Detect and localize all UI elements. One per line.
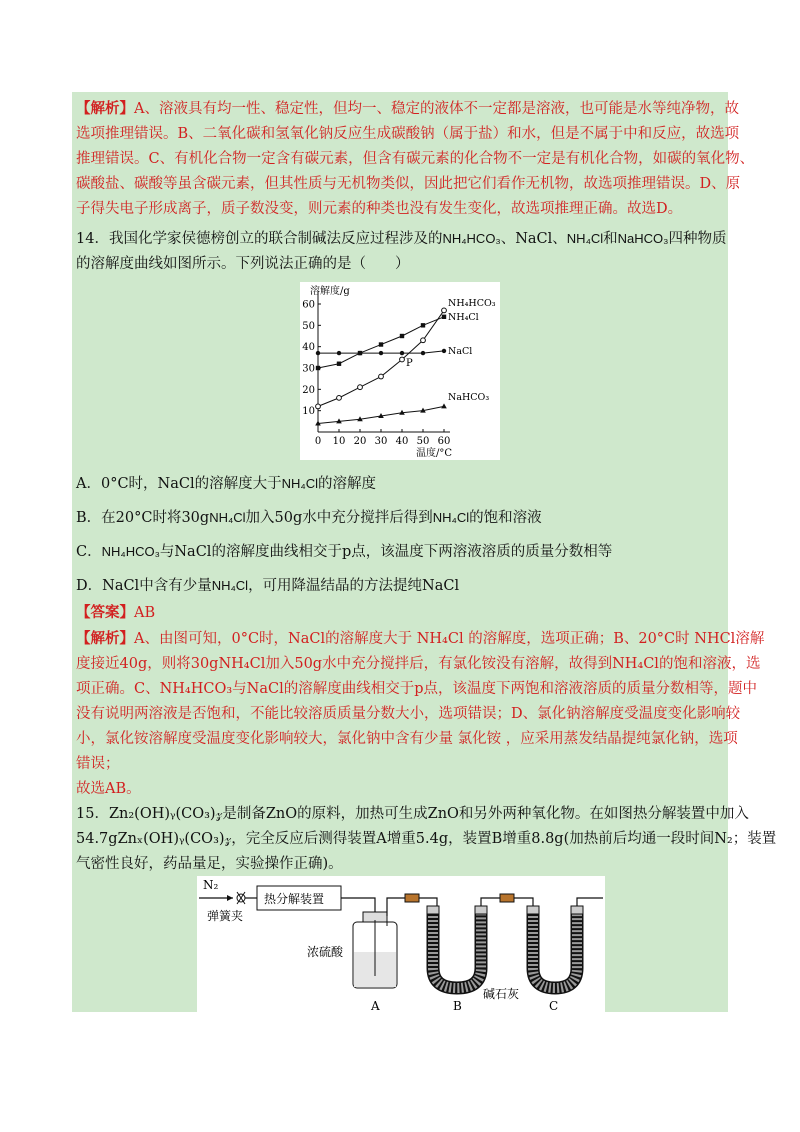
data-point bbox=[316, 366, 320, 370]
stem-text: 、NaCl、 bbox=[500, 231, 567, 247]
data-point bbox=[421, 338, 426, 343]
stem-text: 14．我国化学家侯德榜创立的联合制碱法反应过程涉及的 bbox=[76, 231, 443, 247]
analysis-line: 故选AB。 bbox=[76, 781, 141, 797]
series-label: NaHCO₃ bbox=[448, 392, 490, 403]
y-tick-label: 40 bbox=[302, 342, 315, 354]
point-label: P bbox=[406, 358, 413, 369]
analysis-line: 选项推理错误。B、二氧化碳和氢氧化钠反应生成碳酸钠（属于盐）和水，但是不属于中和反应，故选项 bbox=[76, 126, 740, 142]
analysis-line: A、溶液具有均一性、稳定性，但均一、稳定的液体不一定都是溶液，也可能是水等纯净物，故 bbox=[134, 101, 739, 117]
option-text: 的饱和溶液 bbox=[469, 510, 542, 526]
question-15-stem bbox=[76, 802, 777, 877]
chem-formula: NaHCO₃ bbox=[617, 231, 669, 246]
option-text: 与NaCl的溶解度曲线相交于p点，该温度下两溶液溶质的质量分数相等 bbox=[159, 544, 613, 560]
option-text: D．NaCl中含有少量 bbox=[76, 578, 212, 594]
data-point bbox=[400, 357, 405, 362]
heater-label: 热分解装置 bbox=[264, 892, 325, 906]
lime-label: 碱石灰 bbox=[483, 987, 520, 1001]
data-point bbox=[316, 351, 320, 355]
data-point bbox=[442, 308, 447, 313]
option-text: 的溶解度 bbox=[317, 476, 376, 492]
stem-text: 54.7gZnₓ(OH)ᵧ(CO₃)𝓏，完全反应后测得装置A增重5.4g，装置B增重8.8g(加热前后均通一段时间N₂；装置 bbox=[76, 831, 777, 847]
chem-formula: NH₄Cl bbox=[209, 510, 246, 525]
connector bbox=[405, 894, 419, 902]
option-text: B．在20°C时将30g bbox=[76, 510, 210, 526]
connector bbox=[500, 894, 514, 902]
x-tick-label: 0 bbox=[314, 436, 322, 447]
tube bbox=[577, 898, 603, 906]
option-text: 加入50g水中充分搅拌后得到 bbox=[245, 510, 433, 526]
data-point bbox=[442, 349, 446, 353]
stem-text: 四种物质 bbox=[668, 231, 727, 247]
x-axis-title: 温度/°C bbox=[416, 448, 453, 459]
y-tick-label: 60 bbox=[302, 299, 315, 311]
stem-text: 的溶解度曲线如图所示。下列说法正确的是（ ） bbox=[76, 256, 410, 272]
analysis-line: 碳酸盐、碳酸等虽含碳元素，但其性质与无机物类似，因此把它们看作无机物，故选项推理错误。D、原 bbox=[76, 176, 741, 192]
y-tick-label: 20 bbox=[302, 384, 315, 396]
stem-text: 和 bbox=[603, 231, 618, 247]
option-text: C． bbox=[76, 544, 102, 560]
acid-bottle bbox=[353, 912, 397, 988]
analysis-line: 度接近40g，则将30gNH₄Cl加入50g水中充分搅拌后，有氯化铵没有溶解，故得到NH₄Cl的饱和溶液，选 bbox=[76, 656, 761, 672]
solubility-chart bbox=[300, 282, 500, 460]
analysis-line: 项正确。C、NH₄HCO₃与NaCl的溶解度曲线相交于p点，该温度下两饱和溶液溶质的质量分数相等，题中 bbox=[76, 681, 758, 697]
stem-text: 15．Zn₂(OH)ᵧ(CO₃)𝓏是制备ZnO的原料，加热可生成ZnO和另外两种氧化物。在如图热分解装置中加入 bbox=[76, 806, 749, 822]
y-tick-label: 50 bbox=[302, 320, 315, 332]
x-tick-label: 30 bbox=[374, 436, 388, 447]
data-point bbox=[400, 334, 404, 338]
y-axis-title: 溶解度/g bbox=[310, 286, 350, 297]
data-point bbox=[421, 323, 425, 327]
data-point bbox=[358, 385, 363, 390]
option-b bbox=[76, 501, 724, 535]
data-point bbox=[379, 374, 384, 379]
data-point bbox=[400, 351, 404, 355]
x-tick-label: 60 bbox=[437, 436, 451, 447]
label-c: C bbox=[549, 999, 559, 1013]
u-tube-b bbox=[427, 906, 487, 988]
data-point bbox=[337, 351, 341, 355]
clamp-icon bbox=[237, 892, 245, 904]
question-14-stem bbox=[76, 226, 727, 277]
data-point bbox=[337, 395, 342, 400]
option-text: A．0°C时，NaCl的溶解度大于 bbox=[76, 476, 282, 492]
analysis-line: A、由图可知，0°C时，NaCl的溶解度大于 NH₄Cl 的溶解度，选项正确；B、20°C时 NHCl溶解 bbox=[134, 631, 765, 647]
analysis-line: 没有说明两溶液是否饱和，不能比较溶质质量分数大小，选项错误；D、氯化钠溶解度受温度变化影响较 bbox=[76, 706, 741, 722]
analysis-line: 小，氯化铵溶解度受温度变化影响较大，氯化钠中含有少量 氯化铵 ，应采用蒸发结晶提纯氯化钠，选项 bbox=[76, 731, 738, 747]
analysis-label: 【解析】 bbox=[76, 100, 134, 117]
option-text: ，可用降温结晶的方法提纯NaCl bbox=[248, 578, 460, 594]
chem-formula: NH₄HCO₃ bbox=[101, 544, 160, 559]
x-tick-label: 20 bbox=[353, 436, 367, 447]
x-tick-label: 50 bbox=[416, 436, 430, 447]
analysis-previous bbox=[76, 96, 755, 222]
answer-label: 【答案】 bbox=[76, 604, 134, 621]
option-a bbox=[76, 467, 724, 501]
analysis-label: 【解析】 bbox=[76, 630, 134, 647]
acid-label: 浓硫酸 bbox=[307, 945, 344, 959]
chem-formula: NH₄Cl bbox=[281, 476, 318, 491]
analysis-line: 推理错误。C、有机化合物一定含有碳元素，但含有碳元素的化合物不一定是有机化合物，如碳的氧化物、 bbox=[76, 151, 755, 167]
data-point bbox=[441, 403, 447, 408]
data-point bbox=[358, 351, 362, 355]
chem-formula: NH₄Cl bbox=[432, 510, 470, 525]
chem-formula: NH₄HCO₃ bbox=[442, 231, 501, 246]
analysis-line: 错误； bbox=[76, 756, 120, 772]
clamp-label: 弹簧夹 bbox=[207, 909, 244, 923]
label-b: B bbox=[453, 999, 462, 1013]
analysis-line: 子得失电子形成离子，质子数没变，则元素的种类也没有发生变化，故选项推理正确。故选D。 bbox=[76, 201, 683, 217]
option-d bbox=[76, 569, 724, 603]
data-point bbox=[379, 351, 383, 355]
data-point bbox=[379, 342, 383, 346]
apparatus-diagram bbox=[197, 876, 605, 1016]
stem-text: 气密性良好，药品量足，实验操作正确)。 bbox=[76, 856, 343, 872]
series-label: NH₄HCO₃ bbox=[448, 298, 496, 309]
option-c bbox=[76, 535, 724, 569]
data-point bbox=[316, 404, 321, 409]
x-tick-label: 40 bbox=[395, 436, 409, 447]
series-label: NaCl bbox=[448, 346, 473, 357]
y-tick-label: 30 bbox=[302, 363, 315, 375]
solubility-chart-svg bbox=[300, 282, 500, 460]
data-point bbox=[421, 351, 425, 355]
data-point bbox=[337, 362, 341, 366]
gas-label: N₂ bbox=[203, 878, 219, 892]
chem-formula: NH₄Cl bbox=[211, 578, 249, 593]
apparatus-svg bbox=[197, 876, 605, 1016]
x-tick-label: 10 bbox=[332, 436, 346, 447]
answer-value: AB bbox=[134, 605, 156, 621]
u-tube-c bbox=[527, 906, 583, 988]
question-14-options bbox=[76, 467, 724, 603]
chem-formula: NH₄Cl bbox=[566, 231, 604, 246]
arrow-icon bbox=[227, 895, 233, 901]
label-a: A bbox=[371, 999, 380, 1013]
series-label: NH₄Cl bbox=[448, 312, 479, 323]
data-point bbox=[442, 315, 446, 319]
question-14-answer bbox=[76, 600, 765, 802]
y-tick-label: 10 bbox=[302, 406, 315, 418]
